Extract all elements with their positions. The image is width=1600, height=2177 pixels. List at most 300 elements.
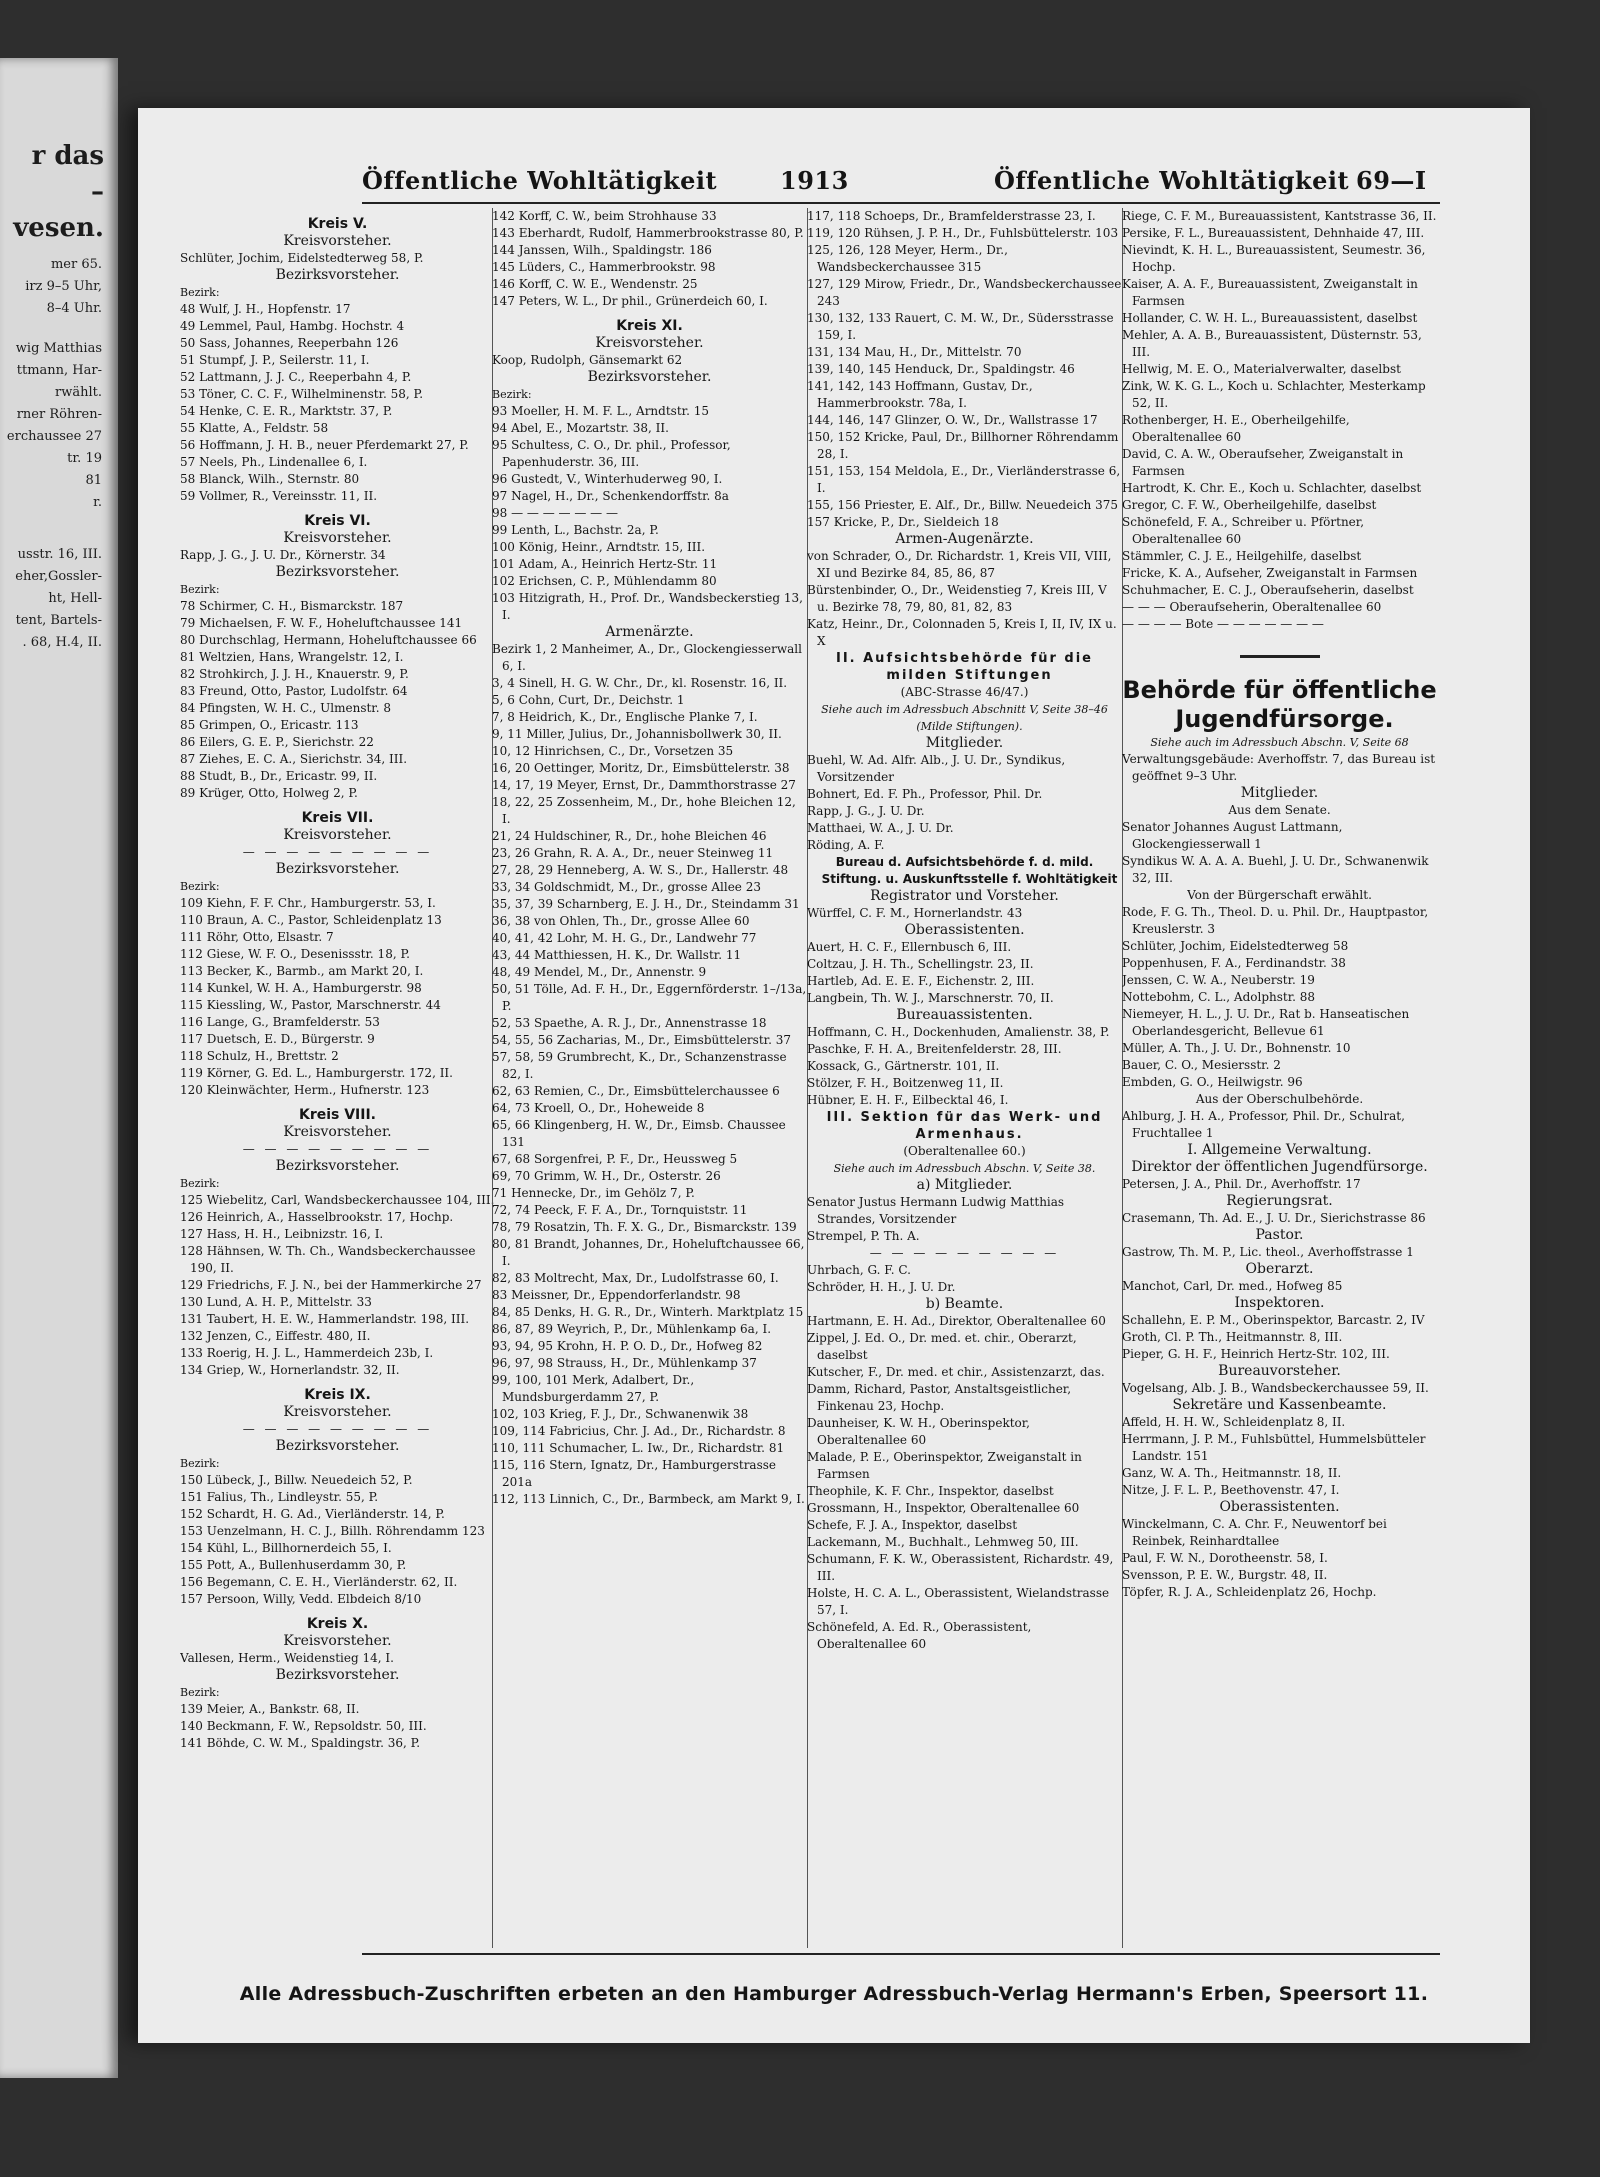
note-line: Aus der Oberschulbehörde. — [1195, 1092, 1364, 1106]
directory-entry: 141, 142, 143 Hoffmann, Gustav, Dr., Hammerbrookstr. 78a, I. — [807, 379, 1033, 410]
directory-entry: 129 Friedrichs, F. J. N., bei der Hammerkirche 27 — [180, 1278, 482, 1292]
vacant-line: — — — — — — — — — — [242, 1422, 433, 1436]
directory-entry: Daunheiser, K. W. H., Oberinspektor, Oberaltenallee 60 — [807, 1416, 1030, 1447]
section-heading: b) Beamte. — [925, 1296, 1004, 1312]
fragment-line: 8–4 Uhr. — [46, 301, 102, 316]
directory-entry: 7, 8 Heidrich, K., Dr., Englische Planke 7, I. — [492, 710, 758, 724]
page-header — [138, 160, 1530, 200]
district-heading: Kreis VI. — [304, 513, 371, 529]
directory-entry: Buehl, W. Ad. Alfr. Alb., J. U. Dr., Syndikus, Vorsitzender — [807, 753, 1066, 784]
header-year: 1913 — [780, 166, 849, 195]
directory-entry: 95 Schultess, C. O., Dr. phil., Professor, Papenhuderstr. 36, III. — [492, 438, 731, 469]
directory-entry: 81 Weltzien, Hans, Wrangelstr. 12, I. — [180, 650, 404, 664]
section-heading: Kreisvorsteher. — [283, 1633, 392, 1649]
directory-entry: Schönefeld, F. A., Schreiber u. Pförtner, Oberaltenallee 60 — [1122, 515, 1365, 546]
directory-entry: 130, 132, 133 Rauert, C. M. W., Dr., Südersstrasse 159, I. — [807, 311, 1114, 342]
fragment-line: erchaussee 27 — [6, 429, 102, 444]
district-heading: Kreis IX. — [304, 1387, 371, 1403]
directory-entry: Kossack, G., Gärtnerstr. 101, II. — [807, 1059, 1000, 1073]
section-heading: Kreisvorsteher. — [283, 530, 392, 546]
district-heading: Kreis X. — [306, 1616, 369, 1632]
directory-entry: 35, 37, 39 Scharnberg, E. J. H., Dr., Steindamm 31 — [492, 897, 800, 911]
district-label: Bezirk: — [180, 880, 220, 893]
directory-entry: Bohnert, Ed. F. Ph., Professor, Phil. Dr. — [807, 787, 1043, 801]
directory-entry: Katz, Heinr., Dr., Colonnaden 5, Kreis I, II, IV, IX u. X — [807, 617, 1117, 648]
directory-entry: Stölzer, F. H., Boitzenweg 11, II. — [807, 1076, 1004, 1090]
directory-entry: 157 Kricke, P., Dr., Sieldeich 18 — [807, 515, 999, 529]
fragment-line: wig Matthias — [15, 341, 102, 356]
fragment-line: rner Röhren- — [16, 407, 102, 422]
directory-entry: 151, 153, 154 Meldola, E., Dr., Vierländerstrasse 6, I. — [807, 464, 1121, 495]
note-line: Aus dem Senate. — [1228, 803, 1331, 817]
directory-entry: 82, 83 Moltrecht, Max, Dr., Ludolfstrasse 60, I. — [492, 1271, 779, 1285]
section-heading: Kreisvorsteher. — [283, 1404, 392, 1420]
directory-entry: 86, 87, 89 Weyrich, P., Dr., Mühlenkamp 6a, I. — [492, 1322, 772, 1336]
directory-entry: 154 Kühl, L., Billhornerdeich 55, I. — [180, 1541, 392, 1555]
reference-note: Siehe auch im Adressbuch Abschnitt V, Seite 38–46 (Milde Stiftungen). — [821, 703, 1108, 733]
directory-entry: Röding, A. F. — [807, 838, 885, 852]
section-heading: Bezirksvorsteher. — [587, 369, 712, 385]
directory-entry: 72, 74 Peeck, F. F. A., Dr., Tornquiststr. 11 — [492, 1203, 748, 1217]
directory-entry: Affeld, H. H. W., Schleidenplatz 8, II. — [1122, 1415, 1346, 1429]
district-label: Bezirk: — [180, 1177, 220, 1190]
directory-entry: 155 Pott, A., Bullenhuserdamm 30, P. — [180, 1558, 407, 1572]
directory-entry: 85 Grimpen, O., Ericastr. 113 — [180, 718, 359, 732]
fragment-line: r das — [31, 141, 104, 171]
directory-entry: 21, 24 Huldschiner, R., Dr., hohe Bleichen 46 — [492, 829, 767, 843]
district-label: Bezirk: — [180, 1457, 220, 1470]
directory-entry: 64, 73 Kroell, O., Dr., Hoheweide 8 — [492, 1101, 705, 1115]
directory-entry: Rapp, J. G., J. U. Dr., Körnerstr. 34 — [180, 548, 386, 562]
note-line: (Oberaltenallee 60.) — [903, 1144, 1026, 1158]
directory-entry: 152 Schardt, H. G. Ad., Vierländerstr. 14, P. — [180, 1507, 445, 1521]
section-heading: Kreisvorsteher. — [283, 827, 392, 843]
directory-entry: 80 Durchschlag, Hermann, Hoheluftchaussee 66 — [180, 633, 477, 647]
directory-entry: 119, 120 Rühsen, J. P. H., Dr., Fuhlsbüttelerstr. 103 — [807, 226, 1119, 240]
directory-entry: 140 Beckmann, F. W., Repsoldstr. 50, III. — [180, 1719, 427, 1733]
directory-entry: Hübner, E. H. F., Eilbecktal 46, I. — [807, 1093, 1009, 1107]
directory-entry: 127, 129 Mirow, Friedr., Dr., Wandsbeckerchaussee 243 — [807, 277, 1122, 308]
directory-entry: Niemeyer, H. L., J. U. Dr., Rat b. Hanseatischen Oberlandesgericht, Bellevue 61 — [1122, 1007, 1410, 1038]
directory-entry: 133 Roerig, H. J. L., Hammerdeich 23b, I. — [180, 1346, 434, 1360]
section-heading: Bezirksvorsteher. — [275, 1438, 400, 1454]
reference-note: Siehe auch im Adressbuch Abschn. V, Seite 38. — [833, 1162, 1096, 1175]
section-heading: Kreisvorsteher. — [283, 233, 392, 249]
directory-entry: 150 Lübeck, J., Billw. Neuedeich 52, P. — [180, 1473, 413, 1487]
directory-entry: Groth, Cl. P. Th., Heitmannstr. 8, III. — [1122, 1330, 1343, 1344]
directory-entry: Vallesen, Herm., Weidenstieg 14, I. — [180, 1651, 394, 1665]
directory-entry: 142 Korff, C. W., beim Strohhause 33 — [492, 209, 717, 223]
header-left-title: Öffentliche Wohltätigkeit — [362, 166, 718, 195]
directory-entry: Embden, G. O., Heilwigstr. 96 — [1122, 1075, 1303, 1089]
adjacent-page-fragment — [0, 58, 118, 2078]
directory-entry: 96, 97, 98 Strauss, H., Dr., Mühlenkamp 37 — [492, 1356, 757, 1370]
directory-entry: 116 Lange, G., Bramfelderstr. 53 — [180, 1015, 380, 1029]
directory-entry: 14, 17, 19 Meyer, Ernst, Dr., Dammthorstrasse 27 — [492, 778, 796, 792]
district-label: Bezirk: — [180, 286, 220, 299]
directory-entry: 117 Duetsch, E. D., Bürgerstr. 9 — [180, 1032, 375, 1046]
directory-entry: 67, 68 Sorgenfrei, P. F., Dr., Heussweg 5 — [492, 1152, 738, 1166]
directory-entry: Hartmann, E. H. Ad., Direktor, Oberaltenallee 60 — [807, 1314, 1106, 1328]
directory-entry: Schefe, F. J. A., Inspektor, daselbst — [807, 1518, 1018, 1532]
fragment-line: r. — [93, 495, 102, 510]
directory-entry: Auert, H. C. F., Ellernbusch 6, III. — [807, 940, 1012, 954]
directory-entry: 153 Uenzelmann, H. C. J., Billh. Röhrendamm 123 — [180, 1524, 485, 1538]
directory-entry: 155, 156 Priester, E. Alf., Dr., Billw. Neuedeich 375 — [807, 498, 1118, 512]
directory-entry: David, C. A. W., Oberaufseher, Zweiganstalt in Farmsen — [1122, 447, 1404, 478]
fragment-line: tr. 19 — [67, 451, 102, 466]
directory-entry: 103 Hitzigrath, H., Prof. Dr., Wandsbeckerstieg 13, I. — [492, 591, 803, 622]
directory-entry: Jenssen, C. W. A., Neuberstr. 19 — [1122, 973, 1315, 987]
directory-entry: 145 Lüders, C., Hammerbrookstr. 98 — [492, 260, 716, 274]
directory-entry: 78, 79 Rosatzin, Th. F. X. G., Dr., Bismarckstr. 139 — [492, 1220, 797, 1234]
directory-entry: 156 Begemann, C. E. H., Vierländerstr. 62, II. — [180, 1575, 458, 1589]
directory-entry: 57, 58, 59 Grumbrecht, K., Dr., Schanzenstrasse 82, I. — [492, 1050, 787, 1081]
directory-entry: 55 Klatte, A., Feldstr. 58 — [180, 421, 329, 435]
directory-entry: 89 Krüger, Otto, Holweg 2, P. — [180, 786, 358, 800]
section-heading: Mitglieder. — [1240, 785, 1319, 801]
directory-entry: Schröder, H. H., J. U. Dr. — [807, 1280, 956, 1294]
fragment-line: 81 — [85, 473, 102, 488]
directory-entry: Töpfer, R. J. A., Schleidenplatz 26, Hochp. — [1122, 1585, 1377, 1599]
directory-entry: 87 Ziehes, E. C. A., Sierichstr. 34, III. — [180, 752, 408, 766]
directory-entry: 40, 41, 42 Lohr, M. H. G., Dr., Landwehr 77 — [492, 931, 757, 945]
section-heading: Kreisvorsteher. — [595, 335, 704, 351]
column-1 — [180, 208, 495, 1948]
directory-entry: Persike, F. L., Bureauassistent, Dehnhaide 47, III. — [1122, 226, 1425, 240]
fragment-line: vesen. — [13, 213, 104, 243]
section-heading: I. Allgemeine Verwaltung. — [1187, 1142, 1372, 1158]
directory-entry: 99 Lenth, L., Bachstr. 2a, P. — [492, 523, 659, 537]
directory-entry: Ganz, W. A. Th., Heitmannstr. 18, II. — [1122, 1466, 1342, 1480]
directory-entry: 36, 38 von Ohlen, Th., Dr., grosse Allee 60 — [492, 914, 750, 928]
directory-entry: Zink, W. K. G. L., Koch u. Schlachter, Mesterkamp 52, II. — [1122, 379, 1426, 410]
directory-entry: 113 Becker, K., Barmb., am Markt 20, I. — [180, 964, 424, 978]
directory-entry: von Schrader, O., Dr. Richardstr. 1, Kreis VII, VIII, XI und Bezirke 84, 85, 86, 87 — [807, 549, 1112, 580]
district-label: Bezirk: — [492, 388, 532, 401]
directory-entry: 96 Gustedt, V., Winterhuderweg 90, I. — [492, 472, 723, 486]
section-heading: Oberassistenten. — [1219, 1499, 1340, 1515]
directory-entry: Poppenhusen, F. A., Ferdinandstr. 38 — [1122, 956, 1346, 970]
section-heading: Armen-Augenärzte. — [895, 531, 1034, 547]
directory-entry: 114 Kunkel, W. H. A., Hamburgerstr. 98 — [180, 981, 422, 995]
directory-entry: — — — — Bote — — — — — — — — [1122, 617, 1324, 631]
directory-entry: 50, 51 Tölle, Ad. F. H., Dr., Eggernförderstr. 1–/13a, P. — [492, 982, 807, 1013]
directory-entry: 125, 126, 128 Meyer, Herm., Dr., Wandsbeckerchaussee 315 — [807, 243, 1008, 274]
directory-entry: Würffel, C. F. M., Hornerlandstr. 43 — [807, 906, 1023, 920]
directory-entry: Bürstenbinder, O., Dr., Weidenstieg 7, Kreis III, V u. Bezirke 78, 79, 80, 81, 82, 83 — [807, 583, 1107, 614]
directory-entry: 49 Lemmel, Paul, Hambg. Hochstr. 4 — [180, 319, 405, 333]
directory-entry: 33, 34 Goldschmidt, M., Dr., grosse Allee 23 — [492, 880, 761, 894]
column-4 — [1122, 208, 1437, 1948]
separator-rule — [1240, 655, 1320, 658]
directory-entry: 126 Heinrich, A., Hasselbrookstr. 17, Hochp. — [180, 1210, 454, 1224]
directory-entry: 97 Nagel, H., Dr., Schenkendorffstr. 8a — [492, 489, 729, 503]
directory-entry: Herrmann, J. P. M., Fuhlsbüttel, Hummelsbütteler Landstr. 151 — [1122, 1432, 1426, 1463]
column-3 — [807, 208, 1122, 1948]
directory-entry: Gastrow, Th. M. P., Lic. theol., Averhoffstrasse 1 — [1122, 1245, 1414, 1259]
directory-entry: 93, 94, 95 Krohn, H. P. O. D., Dr., Hofweg 82 — [492, 1339, 763, 1353]
section-heading: a) Mitglieder. — [916, 1177, 1013, 1193]
directory-entry: Paschke, F. H. A., Breitenfelderstr. 28, III. — [807, 1042, 1062, 1056]
directory-entry: 111 Röhr, Otto, Elsastr. 7 — [180, 930, 334, 944]
directory-entry: 57 Neels, Ph., Lindenallee 6, I. — [180, 455, 368, 469]
directory-entry: 131 Taubert, H. E. W., Hammerlandstr. 198, III. — [180, 1312, 470, 1326]
district-label: Bezirk: — [180, 583, 220, 596]
department-heading: II. Aufsichtsbehörde für die milden Stiftungen — [835, 651, 1093, 683]
directory-entry: 48, 49 Mendel, M., Dr., Annenstr. 9 — [492, 965, 707, 979]
directory-entry: Schlüter, Jochim, Eidelstedterweg 58 — [1122, 939, 1349, 953]
directory-entry: 43, 44 Matthiessen, H. K., Dr. Wallstr. 11 — [492, 948, 742, 962]
directory-entry: Senator Johannes August Lattmann, Glockengiesserwall 1 — [1122, 820, 1343, 851]
directory-entry: 117, 118 Schoeps, Dr., Bramfelderstrasse 23, I. — [807, 209, 1096, 223]
note-line: Von der Bürgerschaft erwählt. — [1187, 888, 1372, 902]
directory-entry: Matthaei, W. A., J. U. Dr. — [807, 821, 954, 835]
section-heading: Mitglieder. — [925, 735, 1004, 751]
district-label: Bezirk: — [180, 1686, 220, 1699]
column-2 — [492, 208, 807, 1948]
directory-entry: 16, 20 Oettinger, Moritz, Dr., Eimsbüttelerstr. 38 — [492, 761, 790, 775]
directory-entry: Langbein, Th. W. J., Marschnerstr. 70, II. — [807, 991, 1054, 1005]
section-heading: Oberarzt. — [1245, 1261, 1314, 1277]
fragment-line: ttmann, Har- — [16, 363, 102, 378]
vacant-line: — — — — — — — — — — [242, 845, 433, 859]
section-heading: Regierungsrat. — [1226, 1193, 1333, 1209]
directory-entry: 150, 152 Kricke, Paul, Dr., Billhorner Röhrendamm 28, I. — [807, 430, 1119, 461]
directory-entry: Nitze, J. F. L. P., Beethovenstr. 47, I. — [1122, 1483, 1340, 1497]
directory-entry: Paul, F. W. N., Dorotheenstr. 58, I. — [1122, 1551, 1328, 1565]
directory-entry: 62, 63 Remien, C., Dr., Eimsbüttelerchaussee 6 — [492, 1084, 780, 1098]
fragment-line: usstr. 16, III. — [17, 547, 102, 562]
directory-entry: 98 — — — — — — — — [492, 506, 618, 520]
directory-entry: Hellwig, M. E. O., Materialverwalter, daselbst — [1122, 362, 1401, 376]
section-heading: Direktor der öffentlichen Jugendfürsorge. — [1131, 1159, 1428, 1175]
directory-entry: Hartrodt, K. Chr. E., Koch u. Schlachter, daselbst — [1122, 481, 1422, 495]
directory-entry: 119 Körner, G. Ed. L., Hamburgerstr. 172, II. — [180, 1066, 453, 1080]
directory-entry: 3, 4 Sinell, H. G. W. Chr., Dr., kl. Rosenstr. 16, II. — [492, 676, 788, 690]
directory-entry: 120 Kleinwächter, Herm., Hufnerstr. 123 — [180, 1083, 430, 1097]
page-number: 69—I — [1356, 166, 1427, 195]
directory-entry: 27, 28, 29 Henneberg, A. W. S., Dr., Hallerstr. 48 — [492, 863, 789, 877]
directory-entry: 144 Janssen, Wilh., Spaldingstr. 186 — [492, 243, 712, 257]
section-heading: Bezirksvorsteher. — [275, 1158, 400, 1174]
district-heading: Kreis V. — [307, 216, 368, 232]
directory-entry: Crasemann, Th. Ad. E., J. U. Dr., Sierichstrasse 86 — [1122, 1211, 1426, 1225]
section-heading: Bureauvorsteher. — [1218, 1363, 1341, 1379]
district-heading: Kreis XI. — [616, 318, 683, 334]
section-heading: Bezirksvorsteher. — [275, 1667, 400, 1683]
directory-entry: Schumann, F. K. W., Oberassistent, Richardstr. 49, III. — [807, 1552, 1114, 1583]
directory-entry: 88 Studt, B., Dr., Ericastr. 99, II. — [180, 769, 378, 783]
directory-entry: Ahlburg, J. H. A., Professor, Phil. Dr., Schulrat, Fruchtallee 1 — [1122, 1109, 1405, 1140]
directory-entry: Schuhmacher, E. C. J., Oberaufseherin, daselbst — [1122, 583, 1414, 597]
directory-entry: 10, 12 Hinrichsen, C., Dr., Vorsetzen 35 — [492, 744, 734, 758]
fragment-line: – — [91, 177, 104, 207]
directory-entry: Riege, C. F. M., Bureauassistent, Kantstrasse 36, II. — [1122, 209, 1437, 223]
directory-entry: 141 Böhde, C. W. M., Spaldingstr. 36, P. — [180, 1736, 421, 1750]
directory-entry: 86 Eilers, G. E. P., Sierichstr. 22 — [180, 735, 374, 749]
directory-entry: 109 Kiehn, F. F. Chr., Hamburgerstr. 53, I. — [180, 896, 436, 910]
directory-entry: Petersen, J. A., Phil. Dr., Averhoffstr. 17 — [1122, 1177, 1361, 1191]
directory-entry: 102 Erichsen, C. P., Mühlendamm 80 — [492, 574, 717, 588]
directory-entry: Verwaltungsgebäude: Averhoffstr. 7, das Bureau ist geöffnet 9–3 Uhr. — [1122, 752, 1436, 783]
directory-entry: Gregor, C. F. W., Oberheilgehilfe, daselbst — [1122, 498, 1377, 512]
directory-entry: Rode, F. G. Th., Theol. D. u. Phil. Dr., Hauptpastor, Kreuslerstr. 3 — [1122, 905, 1429, 936]
directory-entry: 94 Abel, E., Mozartstr. 38, II. — [492, 421, 669, 435]
directory-entry: 144, 146, 147 Glinzer, O. W., Dr., Wallstrasse 17 — [807, 413, 1098, 427]
directory-entry: 110, 111 Schumacher, L. Iw., Dr., Richardstr. 81 — [492, 1441, 785, 1455]
directory-entry: Theophile, K. F. Chr., Inspektor, daselbst — [807, 1484, 1054, 1498]
section-heading: Bezirksvorsteher. — [275, 861, 400, 877]
section-heading: Kreisvorsteher. — [283, 1124, 392, 1140]
directory-entry: 102, 103 Krieg, F. J., Dr., Schwanenwik 38 — [492, 1407, 749, 1421]
directory-entry: 79 Michaelsen, F. W. F., Hoheluftchaussee 141 — [180, 616, 463, 630]
directory-entry: Senator Justus Hermann Ludwig Matthias Strandes, Vorsitzender — [807, 1195, 1065, 1226]
vacant-line: — — — — — — — — — — [869, 1246, 1060, 1260]
directory-entry: 83 Freund, Otto, Pastor, Ludolfstr. 64 — [180, 684, 408, 698]
directory-entry: 82 Strohkirch, J. J. H., Knauerstr. 9, P. — [180, 667, 409, 681]
directory-entry: 99, 100, 101 Merk, Adalbert, Dr., Mundsburgerdamm 27, P. — [492, 1373, 695, 1404]
directory-entry: Pieper, G. H. F., Heinrich Hertz-Str. 102, III. — [1122, 1347, 1390, 1361]
directory-entry: 54 Henke, C. E. R., Marktstr. 37, P. — [180, 404, 393, 418]
directory-entry: Lackemann, M., Buchhalt., Lehmweg 50, III. — [807, 1535, 1079, 1549]
directory-entry: Stämmler, C. J. E., Heilgehilfe, daselbst — [1122, 549, 1362, 563]
directory-entry: 134 Griep, W., Hornerlandstr. 32, II. — [180, 1363, 400, 1377]
section-heading: Bezirksvorsteher. — [275, 564, 400, 580]
directory-entry: Uhrbach, G. F. C. — [807, 1263, 911, 1277]
reference-note: Siehe auch im Adressbuch Abschn. V, Seite 68 — [1150, 736, 1409, 749]
section-heading: Sekretäre und Kassenbeamte. — [1172, 1397, 1387, 1413]
directory-page — [138, 108, 1530, 2043]
directory-entry: 23, 26 Grahn, R. A. A., Dr., neuer Steinweg 11 — [492, 846, 774, 860]
authority-heading: Behörde für öffentliche Jugendfürsorge. — [1122, 676, 1437, 733]
directory-entry: Bezirk 1, 2 Manheimer, A., Dr., Glockengiesserwall 6, I. — [492, 642, 802, 673]
fragment-line: irz 9–5 Uhr, — [25, 279, 102, 294]
directory-entry: Koop, Rudolph, Gänsemarkt 62 — [492, 353, 683, 367]
directory-entry: 157 Persoon, Willy, Vedd. Elbdeich 8/10 — [180, 1592, 422, 1606]
bureau-heading: Bureau d. Aufsichtsbehörde f. d. mild. Stiftung. u. Auskunftsstelle f. Wohltätigkeit — [821, 855, 1118, 886]
directory-entry: Nottebohm, C. L., Adolphstr. 88 — [1122, 990, 1316, 1004]
directory-entry: 118 Schulz, H., Brettstr. 2 — [180, 1049, 339, 1063]
section-heading: Oberassistenten. — [904, 922, 1025, 938]
directory-entry: Hoffmann, C. H., Dockenhuden, Amalienstr. 38, P. — [807, 1025, 1110, 1039]
fragment-line: eher,Gossler- — [15, 569, 102, 584]
directory-entry: 84, 85 Denks, H. G. R., Dr., Winterh. Marktplatz 15 — [492, 1305, 804, 1319]
directory-entry: Hollander, C. W. H. L., Bureauassistent, daselbst — [1122, 311, 1418, 325]
directory-entry: Winckelmann, C. A. Chr. F., Neuwentorf bei Reinbek, Reinhardtallee — [1122, 1517, 1387, 1548]
directory-entry: 65, 66 Klingenberg, H. W., Dr., Eimsb. Chaussee 131 — [492, 1118, 786, 1149]
directory-entry: Müller, A. Th., J. U. Dr., Bohnenstr. 10 — [1122, 1041, 1351, 1055]
directory-entry: Zippel, J. Ed. O., Dr. med. et. chir., Oberarzt, daselbst — [807, 1331, 1077, 1362]
directory-entry: 84 Pfingsten, W. H. C., Ulmenstr. 8 — [180, 701, 391, 715]
directory-entry: 93 Moeller, H. M. F. L., Arndtstr. 15 — [492, 404, 709, 418]
directory-entry: 127 Hass, H. H., Leibnizstr. 16, I. — [180, 1227, 384, 1241]
directory-entry: 132 Jenzen, C., Eiffestr. 480, II. — [180, 1329, 371, 1343]
directory-entry: 52 Lattmann, J. J. C., Reeperbahn 4, P. — [180, 370, 412, 384]
directory-entry: Rothenberger, H. E., Oberheilgehilfe, Oberaltenallee 60 — [1122, 413, 1350, 444]
directory-entry: Mehler, A. A. B., Bureauassistent, Düsternstr. 53, III. — [1122, 328, 1422, 359]
section-heading: Armenärzte. — [605, 624, 694, 640]
directory-entry: — — — Oberaufseherin, Oberaltenallee 60 — [1122, 600, 1382, 614]
district-heading: Kreis VII. — [301, 810, 374, 826]
directory-entry: 151 Falius, Th., Lindleystr. 55, P. — [180, 1490, 379, 1504]
directory-entry: Schlüter, Jochim, Eidelstedterweg 58, P. — [180, 251, 424, 265]
directory-entry: 110 Braun, A. C., Pastor, Schleidenplatz 13 — [180, 913, 442, 927]
directory-entry: Kaiser, A. A. F., Bureauassistent, Zweiganstalt in Farmsen — [1122, 277, 1418, 308]
directory-entry: Coltzau, J. H. Th., Schellingstr. 23, II. — [807, 957, 1034, 971]
directory-entry: 128 Hähnsen, W. Th. Ch., Wandsbeckerchaussee 190, II. — [180, 1244, 476, 1275]
directory-entry: 50 Sass, Johannes, Reeperbahn 126 — [180, 336, 399, 350]
directory-entry: Syndikus W. A. A. A. Buehl, J. U. Dr., Schwanenwik 32, III. — [1122, 854, 1429, 885]
directory-entry: 9, 11 Miller, Julius, Dr., Johannisbollwerk 30, II. — [492, 727, 782, 741]
section-heading: Pastor. — [1255, 1227, 1304, 1243]
directory-entry: 101 Adam, A., Heinrich Hertz-Str. 11 — [492, 557, 718, 571]
directory-entry: Hartleb, Ad. E. E. F., Eichenstr. 2, III. — [807, 974, 1035, 988]
directory-entry: 18, 22, 25 Zossenheim, M., Dr., hohe Bleichen 12, I. — [492, 795, 796, 826]
fragment-line: . 68, H.4, II. — [22, 635, 102, 650]
directory-entry: Manchot, Carl, Dr. med., Hofweg 85 — [1122, 1279, 1343, 1293]
directory-entry: 58 Blanck, Wilh., Sternstr. 80 — [180, 472, 360, 486]
directory-entry: 54, 55, 56 Zacharias, M., Dr., Eimsbüttelerstr. 37 — [492, 1033, 791, 1047]
directory-entry: 69, 70 Grimm, W. H., Dr., Osterstr. 26 — [492, 1169, 721, 1183]
directory-entry: Strempel, P. Th. A. — [807, 1229, 920, 1243]
fragment-line: ht, Hell- — [48, 591, 102, 606]
directory-entry: 109, 114 Fabricius, Chr. J. Ad., Dr., Richardstr. 8 — [492, 1424, 786, 1438]
directory-entry: Bauer, C. O., Mesiersstr. 2 — [1122, 1058, 1281, 1072]
directory-entry: 112, 113 Linnich, C., Dr., Barmbeck, am Markt 9, I. — [492, 1492, 805, 1506]
section-heading: Bezirksvorsteher. — [275, 267, 400, 283]
directory-entry: Schallehn, E. P. M., Oberinspektor, Barcastr. 2, IV — [1122, 1313, 1425, 1327]
directory-entry: 71 Hennecke, Dr., im Gehölz 7, P. — [492, 1186, 695, 1200]
directory-entry: Kutscher, F., Dr. med. et chir., Assistenzarzt, das. — [807, 1365, 1105, 1379]
directory-entry: 52, 53 Spaethe, A. R. J., Dr., Annenstrasse 18 — [492, 1016, 767, 1030]
section-heading: Bureauassistenten. — [896, 1007, 1033, 1023]
directory-entry: Svensson, P. E. W., Burgstr. 48, II. — [1122, 1568, 1328, 1582]
footer-rule — [362, 1953, 1440, 1955]
directory-entry: Rapp, J. G., J. U. Dr. — [807, 804, 925, 818]
directory-entry: 131, 134 Mau, H., Dr., Mittelstr. 70 — [807, 345, 1022, 359]
vacant-line: — — — — — — — — — — [242, 1142, 433, 1156]
directory-entry: Malade, P. E., Oberinspektor, Zweiganstalt in Farmsen — [807, 1450, 1082, 1481]
directory-entry: 139, 140, 145 Henduck, Dr., Spaldingstr. 46 — [807, 362, 1075, 376]
directory-entry: 146 Korff, C. W. E., Wendenstr. 25 — [492, 277, 698, 291]
section-heading: Inspektoren. — [1234, 1295, 1325, 1311]
directory-entry: Holste, H. C. A. L., Oberassistent, Wielandstrasse 57, I. — [807, 1586, 1110, 1617]
directory-entry: 59 Vollmer, R., Vereinsstr. 11, II. — [180, 489, 378, 503]
district-heading: Kreis VIII. — [298, 1107, 377, 1123]
department-heading: III. Sektion für das Werk- und Armenhaus. — [826, 1110, 1103, 1142]
directory-entry: 5, 6 Cohn, Curt, Dr., Deichstr. 1 — [492, 693, 685, 707]
directory-entry: 130 Lund, A. H. P., Mittelstr. 33 — [180, 1295, 372, 1309]
directory-entry: Vogelsang, Alb. J. B., Wandsbeckerchaussee 59, II. — [1122, 1381, 1429, 1395]
header-rule — [362, 202, 1440, 204]
directory-entry: Fricke, K. A., Aufseher, Zweiganstalt in Farmsen — [1122, 566, 1418, 580]
directory-entry: Schönefeld, A. Ed. R., Oberassistent, Oberaltenallee 60 — [807, 1620, 1032, 1651]
fragment-line: mer 65. — [50, 257, 102, 272]
directory-entry: Nievindt, K. H. L., Bureauassistent, Seumestr. 36, Hochp. — [1122, 243, 1426, 274]
directory-entry: 112 Giese, W. F. O., Desenissstr. 18, P. — [180, 947, 410, 961]
directory-entry: 143 Eberhardt, Rudolf, Hammerbrookstrasse 80, P. — [492, 226, 804, 240]
directory-entry: Grossmann, H., Inspektor, Oberaltenallee 60 — [807, 1501, 1080, 1515]
directory-entry: 125 Wiebelitz, Carl, Wandsbeckerchaussee 104, III. — [180, 1193, 495, 1207]
directory-entry: 139 Meier, A., Bankstr. 68, II. — [180, 1702, 360, 1716]
directory-entry: 48 Wulf, J. H., Hopfenstr. 17 — [180, 302, 351, 316]
directory-entry: 51 Stumpf, J. P., Seilerstr. 11, I. — [180, 353, 370, 367]
directory-entry: 56 Hoffmann, J. H. B., neuer Pferdemarkt 27, P. — [180, 438, 469, 452]
directory-entry: Damm, Richard, Pastor, Anstaltsgeistlicher, Finkenau 23, Hochp. — [807, 1382, 1072, 1413]
directory-entry: 115, 116 Stern, Ignatz, Dr., Hamburgerstrasse 201a — [492, 1458, 777, 1489]
section-heading: Registrator und Vorsteher. — [870, 888, 1059, 904]
